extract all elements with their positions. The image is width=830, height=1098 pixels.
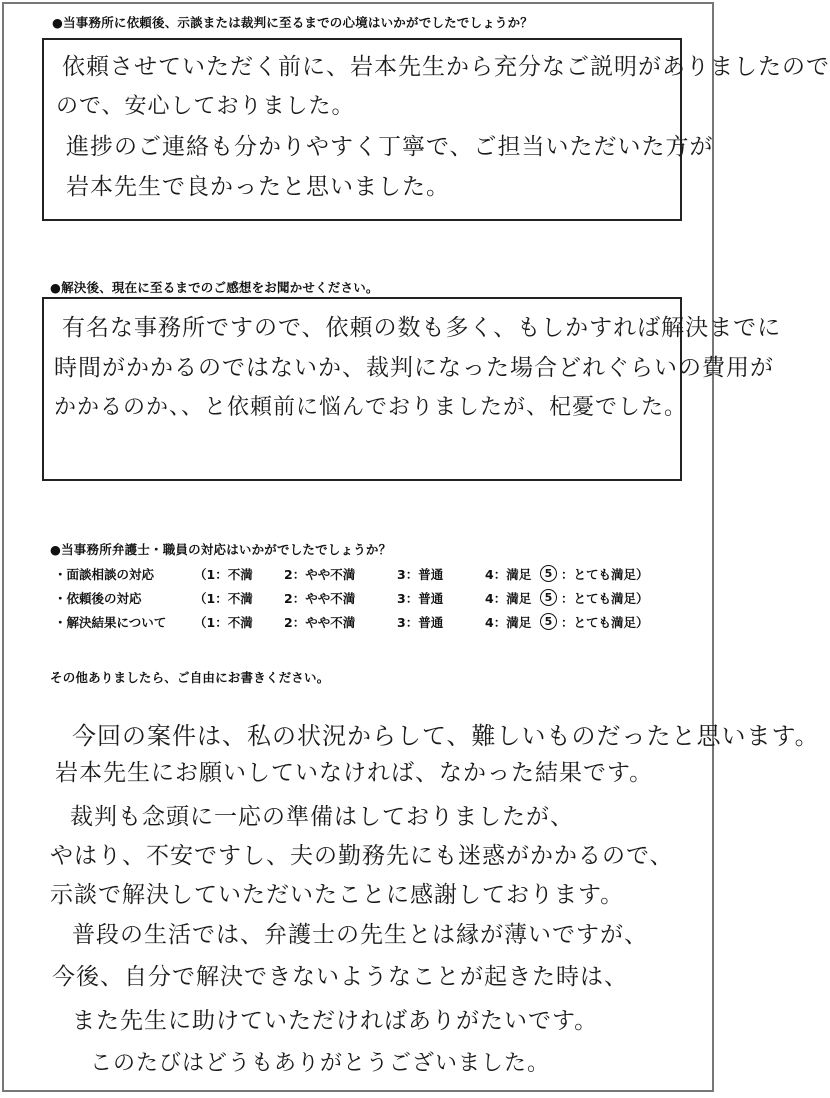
- answer-4-line-9: このたびはどうもありがとうございました。: [90, 1051, 551, 1076]
- answer-4-line-8: また先生に助けていただければありがたいです。: [72, 1008, 599, 1034]
- rating-option-1: （1：不満: [194, 567, 253, 582]
- answer-4-line-7: 今後、自分で解決できないようなことが起きた時は、: [52, 964, 628, 990]
- answer-4-line-4: やはり、不安ですし、夫の勤務先にも迷惑がかかるので、: [50, 843, 674, 869]
- rating-option-4: 4：満足: [485, 615, 532, 630]
- answer-1-line-1: 依頼させていただく前に、岩本先生から充分なご説明がありましたので: [62, 54, 830, 80]
- rating-label: ・解決結果について: [54, 615, 167, 630]
- rating-option-3: 3：普通: [397, 567, 444, 582]
- rating-label: ・面談相談の対応: [54, 567, 155, 582]
- rating-option-5-selected: [540, 565, 559, 582]
- selected-circle: 5: [540, 589, 557, 606]
- answer-2-line-2: 時間がかかるのではないか、裁判になった場合どれぐらいの費用が: [54, 355, 774, 381]
- answer-4-line-3: 裁判も念頭に一応の準備はしておりましたが、: [70, 804, 574, 830]
- answer-4-line-1: 今回の案件は、私の状況からして、難しいものだったと思います。: [72, 722, 820, 750]
- rating-option-4: 4：満足: [485, 567, 532, 582]
- rating-option-3: 3：普通: [397, 591, 444, 606]
- answer-2-line-1: 有名な事務所ですので、依頼の数も多く、もしかすれば解決までに: [62, 315, 782, 341]
- rating-option-5-text: ：とても満足）: [561, 567, 649, 582]
- rating-option-2: 2：やや不満: [284, 567, 356, 582]
- answer-4-line-6: 普段の生活では、弁護士の先生とは縁が薄いですが、: [72, 922, 648, 948]
- selected-circle: 5: [540, 613, 557, 630]
- rating-option-5-selected: [540, 589, 559, 606]
- rating-option-5-selected: [540, 613, 559, 630]
- rating-option-5-text: ：とても満足）: [561, 591, 649, 606]
- answer-1-line-3: 進捗のご連絡も分かりやすく丁寧で、ご担当いただいた方が: [66, 134, 714, 160]
- rating-option-1: （1：不満: [194, 591, 253, 606]
- rating-option-1: （1：不満: [194, 615, 253, 630]
- question-2: ●解決後、現在に至るまでのご感想をお聞かせください。: [50, 280, 379, 295]
- rating-option-4: 4：満足: [485, 591, 532, 606]
- answer-1-line-4: 岩本先生で良かったと思いました。: [66, 174, 450, 200]
- question-1: ●当事務所に依頼後、示談または裁判に至るまでの心境はいかがでしたでしょうか？: [52, 15, 534, 30]
- answer-box-2: [42, 297, 782, 481]
- answer-1-line-2: ので、安心しておりました。: [56, 94, 355, 119]
- selected-circle: 5: [540, 565, 557, 582]
- question-4: その他ありましたら、ご自由にお書きください。: [50, 670, 330, 685]
- rating-option-3: 3：普通: [397, 615, 444, 630]
- rating-label: ・依頼後の対応: [54, 591, 142, 606]
- rating-option-2: 2：やや不満: [284, 591, 356, 606]
- answer-4-line-5: 示談で解決していただいたことに感謝しております。: [50, 882, 625, 908]
- question-3: ●当事務所弁護士・職員の対応はいかがでしたでしょうか？: [50, 542, 392, 557]
- rating-option-5-text: ：とても満足）: [561, 615, 649, 630]
- answer-4-line-2: 岩本先生にお願いしていなければ、なかった結果です。: [55, 760, 654, 786]
- answer-box-1: [42, 38, 830, 221]
- answer-2-line-3: かかるのか、、と依頼前に悩んでおりましたが、杞憂でした。: [54, 395, 688, 420]
- rating-option-2: 2：やや不満: [284, 615, 356, 630]
